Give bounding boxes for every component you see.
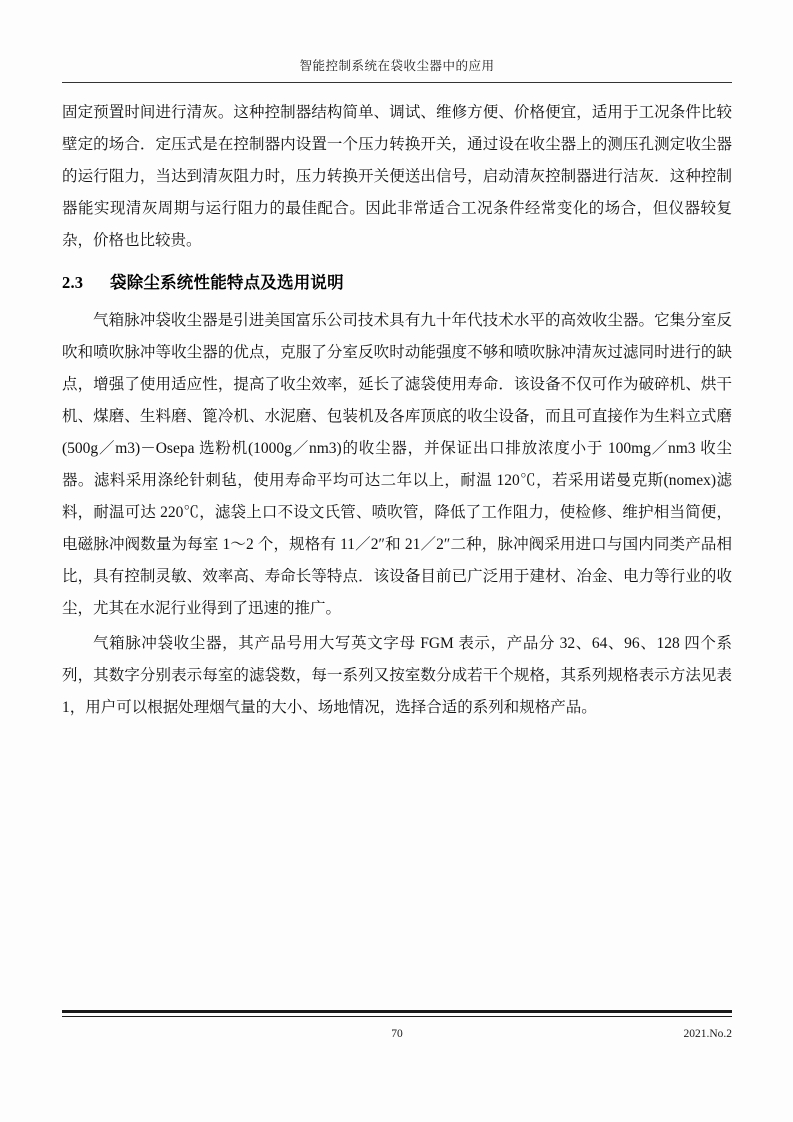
running-head: 智能控制系统在袋收尘器中的应用 <box>299 59 495 73</box>
paragraph-2: 气箱脉冲袋收尘器是引进美国富乐公司技术具有九十年代技术水平的高效收尘器。它集分室反吹和喷吹脉冲等收尘器的优点，克服了分室反吹时动能强度不够和喷吹脉冲清灰过滤同时进行的缺点，增强了使用适应性，提高了收尘效率，延长了滤袋使用寿命．该设备不仅可作为破碎机、烘干机、煤磨、生料磨、篦冷机、水泥磨、包装机及各库顶底的收尘设备，而且可直接作为生料立式磨(500g／m3)－Osepa 选粉机(1000g／nm3)的收尘器，并保证出口排放浓度小于 100mg／nm3 收尘器。滤料采用涤纶针刺毡，使用寿命平均可达二年以上，耐温 120℃，若采用诺曼克斯(nomex)滤料，耐温可达 220℃，滤袋上口不设文氏管、喷吹管，降低了工作阻力，使检修、维护相当简便，电磁脉冲阀数量为每室 1～2 个，规格有 11／2″和 21／2″二种，脉冲阀采用进口与国内同类产品相比，具有控制灵敏、效率高、寿命长等特点．该设备目前已广泛用于建材、冶金、电力等行业的收尘，尤其在水泥行业得到了迅速的推广。 <box>62 311 732 618</box>
footer-divider <box>62 1010 732 1022</box>
header-divider <box>62 82 732 83</box>
paragraph-3: 气箱脉冲袋收尘器，其产品号用大写英文字母 FGM 表示，产品分 32、64、96、128 四个系列，其数字分别表示每室的滤袋数，每一系列又按室数分成若干个规格，其系列规格表示方法见表 1，用户可以根据处理烟气量的大小、场地情况，选择合适的系列和规格产品。 <box>62 634 732 716</box>
page-content <box>62 56 732 726</box>
section-title-text: 袋除尘系统性能特点及选用说明 <box>110 273 344 293</box>
footer-row <box>62 1028 732 1046</box>
section-number: 2.3 <box>62 273 84 293</box>
section-heading <box>62 267 732 298</box>
paragraph-1: 固定预置时间进行清灰。这种控制器结构简单、调试、维修方便、价格便宜，适用于工况条件比较壁定的场合．定压式是在控制器内设置一个压力转换开关，通过设在收尘器上的测压孔测定收尘器的运行阻力，当达到清灰阻力时，压力转换开关便送出信号，启动清灰控制器进行洁灰．这种控制器能实现清灰周期与运行阻力的最佳配合。因此非常适合工况条件经常变化的场合，但仪器较复杂，价格也比较贵。 <box>62 104 732 250</box>
page-number: 70 <box>391 1028 403 1040</box>
page-footer <box>62 1010 732 1046</box>
footer-divider-thin <box>62 1016 732 1017</box>
footer-divider-thick <box>62 1010 732 1013</box>
issue-label: 2021.No.2 <box>683 1028 732 1040</box>
body-text <box>62 97 732 724</box>
